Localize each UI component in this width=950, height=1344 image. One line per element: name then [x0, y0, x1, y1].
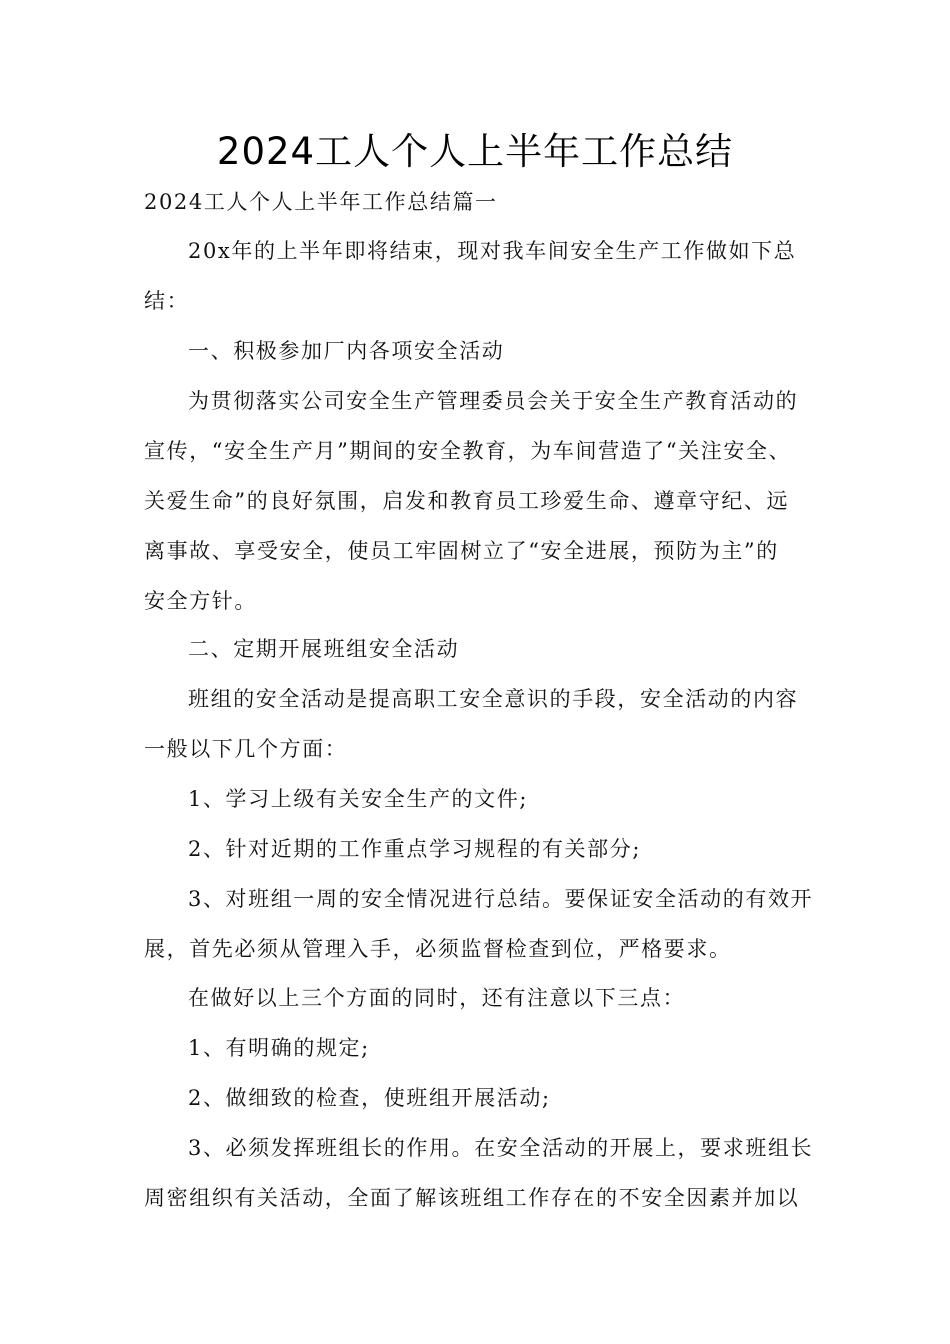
paragraph-line: 安全方针。	[144, 589, 257, 613]
paragraph-line: 为贯彻落实公司安全生产管理委员会关于安全生产教育活动的	[188, 389, 799, 413]
paragraph-line: 展，首先必须从管理入手，必须监督检查到位，严格要求。	[144, 937, 732, 961]
list-item: 3、对班组一周的安全情况进行总结。要保证安全活动的有效开	[188, 887, 814, 911]
document-title: 2024工人个人上半年工作总结	[216, 130, 734, 173]
section-heading: 一、积极参加厂内各项安全活动	[188, 339, 505, 363]
list-item: 2、针对近期的工作重点学习规程的有关部分;	[188, 837, 642, 861]
paragraph-line: 离事故、享受安全，使员工牢固树立了“安全进展，预防为主”的	[144, 539, 779, 563]
section-heading: 二、定期开展班组安全活动	[188, 637, 460, 661]
paragraph-line: 20x年的上半年即将结束，现对我车间安全生产工作做如下总	[188, 239, 797, 263]
paragraph-line: 班组的安全活动是提高职工安全意识的手段，安全活动的内容	[188, 687, 799, 711]
paragraph-line: 一般以下几个方面：	[144, 737, 348, 761]
list-item: 3、必须发挥班组长的作用。在安全活动的开展上，要求班组长	[188, 1136, 814, 1160]
list-item: 1、有明确的规定;	[188, 1036, 370, 1060]
paragraph-line: 宣传，“安全生产月”期间的安全教育，为车间营造了“关注安全、	[144, 439, 792, 463]
paragraph-line: 结：	[144, 289, 190, 313]
paragraph-line: 关爱生命”的良好氛围，启发和教育员工珍爱生命、遵章守纪、远	[144, 489, 790, 513]
list-item: 1、学习上级有关安全生产的文件;	[188, 787, 529, 811]
document-subtitle: 2024工人个人上半年工作总结篇一	[144, 190, 498, 214]
paragraph-line: 在做好以上三个方面的同时，还有注意以下三点：	[188, 986, 686, 1010]
list-item: 2、做细致的检查，使班组开展活动;	[188, 1086, 551, 1110]
paragraph-line: 周密组织有关活动，全面了解该班组工作存在的不安全因素并加以	[144, 1186, 800, 1210]
